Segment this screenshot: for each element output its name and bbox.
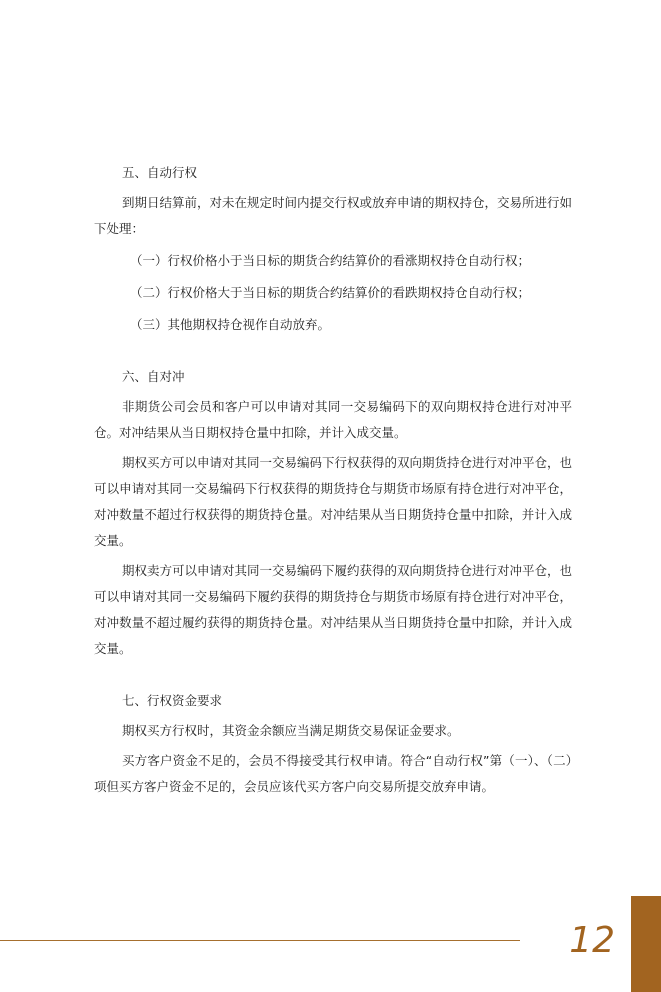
- section-heading: 六、自对冲: [122, 369, 185, 384]
- paragraph: 非期货公司会员和客户可以申请对其同一交易编码下的双向期权持仓进行对冲平仓。对冲结果从当日期权持仓量中扣除，并计入成交量。: [94, 399, 572, 440]
- page-number: 12: [569, 920, 615, 961]
- paragraph: 期权卖方可以申请对其同一交易编码下履约获得的双向期货持仓进行对冲平仓，也可以申请对其同一交易编码下履约获得的期货持仓与期货市场原有持仓进行对冲平仓，对冲数量不超过履约获得的期货持仓量。对冲结果从当日期货持仓量中扣除，并计入成交量。: [94, 563, 573, 656]
- paragraph: 买方客户资金不足的，会员不得接受其行权申请。符合“自动行权”第（一）、（二）项但买方客户资金不足的，会员应该代买方客户向交易所提交放弃申请。: [94, 753, 572, 794]
- section-heading: 五、自动行权: [122, 165, 198, 180]
- paragraph: 到期日结算前，对未在规定时间内提交行权或放弃申请的期权持仓，交易所进行如下处理：: [94, 195, 573, 236]
- section-spacer: [94, 338, 572, 364]
- list-item: （三）其他期权持仓视作自动放弃。: [130, 317, 331, 332]
- list-item: （一）行权价格小于当日标的期货合约结算价的看涨期权持仓自动行权；: [130, 253, 531, 268]
- section-heading: 七、行权资金要求: [122, 693, 223, 708]
- paragraph: 期权买方可以申请对其同一交易编码下行权获得的双向期货持仓进行对冲平仓，也可以申请对其同一交易编码下行权获得的期货持仓与期货市场原有持仓进行对冲平仓，对冲数量不超过行权获得的期货持仓量。对冲结果从当日期货持仓量中扣除，并计入成交量。: [94, 455, 573, 548]
- footer-rule: [0, 940, 520, 941]
- section-spacer: [94, 662, 572, 688]
- document-body: [94, 160, 572, 800]
- paragraph: 期权买方行权时，其资金余额应当满足期货交易保证金要求。: [122, 723, 460, 738]
- list-item: （二）行权价格大于当日标的期货合约结算价的看跌期权持仓自动行权；: [130, 285, 531, 300]
- corner-accent-block: [631, 896, 661, 992]
